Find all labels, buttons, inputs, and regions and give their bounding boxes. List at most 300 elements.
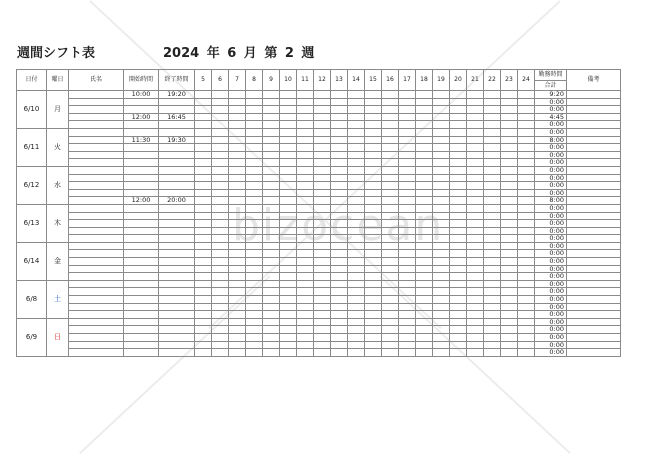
hour-cell (280, 303, 297, 311)
name-cell (69, 220, 124, 228)
hour-cell (280, 144, 297, 152)
end-time-cell (159, 144, 195, 152)
note-cell (567, 144, 621, 152)
date-cell: 6/14 (17, 242, 47, 280)
hour-cell (450, 204, 467, 212)
weekday-cell: 月 (47, 91, 69, 129)
weekday-cell: 土 (47, 280, 69, 318)
hour-cell (348, 265, 365, 273)
hour-cell (484, 144, 501, 152)
page-title: 週間シフト表 (17, 46, 96, 61)
end-time-cell (159, 349, 195, 357)
hour-cell (518, 227, 535, 235)
hour-cell (416, 280, 433, 288)
hour-cell (382, 258, 399, 266)
total-cell: 0:00 (535, 334, 567, 342)
hour-cell (212, 212, 229, 220)
hour-cell (518, 349, 535, 357)
hour-cell (365, 197, 382, 205)
table-row (17, 113, 621, 121)
note-cell (567, 98, 621, 106)
hour-cell (280, 197, 297, 205)
hour-cell (331, 311, 348, 319)
hour-cell (229, 303, 246, 311)
start-time-cell: 12:00 (124, 197, 159, 205)
hour-cell (331, 288, 348, 296)
hour-cell (314, 220, 331, 228)
hour-cell (263, 235, 280, 243)
hour-cell (263, 273, 280, 281)
hour-cell (518, 144, 535, 152)
note-cell (567, 113, 621, 121)
hour-cell (229, 349, 246, 357)
hour-cell (518, 113, 535, 121)
hour-cell (314, 121, 331, 129)
hour-cell (382, 182, 399, 190)
hour-cell (331, 128, 348, 136)
end-time-cell (159, 311, 195, 319)
note-cell (567, 121, 621, 129)
hour-cell (229, 128, 246, 136)
hour-header: 20 (450, 70, 467, 91)
hour-cell (263, 334, 280, 342)
total-cell: 0:00 (535, 182, 567, 190)
hour-cell (399, 128, 416, 136)
name-cell (69, 227, 124, 235)
hour-cell (246, 166, 263, 174)
end-time-cell (159, 258, 195, 266)
name-cell (69, 113, 124, 121)
hour-cell (382, 265, 399, 273)
hour-cell (280, 242, 297, 250)
total-cell: 0:00 (535, 151, 567, 159)
name-cell (69, 151, 124, 159)
hour-cell (518, 106, 535, 114)
hour-cell (263, 189, 280, 197)
hour-cell (365, 182, 382, 190)
hour-cell (246, 197, 263, 205)
hour-cell (331, 98, 348, 106)
hour-cell (246, 334, 263, 342)
hour-cell (382, 144, 399, 152)
hour-cell (416, 189, 433, 197)
hour-cell (399, 151, 416, 159)
hour-cell (195, 189, 212, 197)
start-time-cell (124, 326, 159, 334)
hour-cell (263, 204, 280, 212)
hour-cell (365, 121, 382, 129)
hour-cell (484, 250, 501, 258)
hour-cell (399, 189, 416, 197)
end-time-cell (159, 265, 195, 273)
hour-cell (416, 220, 433, 228)
hour-cell (501, 174, 518, 182)
hour-cell (501, 121, 518, 129)
hour-header: 17 (399, 70, 416, 91)
hour-cell (331, 296, 348, 304)
end-time-cell (159, 242, 195, 250)
table-row (17, 273, 621, 281)
hour-cell (195, 258, 212, 266)
date-cell: 6/9 (17, 318, 47, 356)
hour-cell (365, 265, 382, 273)
hour-cell (280, 166, 297, 174)
date-cell: 6/13 (17, 204, 47, 242)
note-header: 備考 (567, 70, 621, 91)
table-row (17, 303, 621, 311)
name-cell (69, 189, 124, 197)
hour-header: 13 (331, 70, 348, 91)
date-header: 日付 (17, 70, 47, 91)
hour-cell (280, 113, 297, 121)
hour-cell (450, 106, 467, 114)
table-row (17, 318, 621, 326)
note-cell (567, 227, 621, 235)
hour-cell (382, 296, 399, 304)
hour-cell (314, 326, 331, 334)
hour-cell (229, 98, 246, 106)
hour-header: 21 (467, 70, 484, 91)
hour-cell (229, 288, 246, 296)
total-cell: 0:00 (535, 318, 567, 326)
hour-cell (433, 151, 450, 159)
hour-cell (229, 151, 246, 159)
hour-cell (382, 250, 399, 258)
hour-cell (212, 273, 229, 281)
end-time-cell (159, 121, 195, 129)
hour-cell (297, 280, 314, 288)
hour-cell (246, 144, 263, 152)
hour-cell (365, 341, 382, 349)
hour-cell (467, 273, 484, 281)
hour-cell (331, 265, 348, 273)
hour-cell (297, 151, 314, 159)
hour-cell (314, 159, 331, 167)
hour-cell (433, 326, 450, 334)
header-row (17, 70, 621, 81)
total-cell: 0:00 (535, 227, 567, 235)
hour-cell (518, 189, 535, 197)
hour-cell (501, 318, 518, 326)
note-cell (567, 318, 621, 326)
total-cell: 0:00 (535, 189, 567, 197)
hour-cell (263, 265, 280, 273)
hour-cell (399, 341, 416, 349)
hour-cell (501, 136, 518, 144)
hour-cell (331, 250, 348, 258)
hour-cell (297, 318, 314, 326)
hour-cell (331, 151, 348, 159)
hour-cell (297, 349, 314, 357)
start-time-cell (124, 250, 159, 258)
week-subtitle: 2024 年 6 月 第 2 週 (163, 46, 315, 61)
hour-cell (297, 227, 314, 235)
hour-cell (501, 151, 518, 159)
hour-cell (195, 280, 212, 288)
hour-cell (433, 227, 450, 235)
hour-cell (331, 326, 348, 334)
hour-cell (280, 341, 297, 349)
hour-cell (450, 296, 467, 304)
hour-cell (365, 159, 382, 167)
hour-cell (348, 341, 365, 349)
hour-cell (399, 174, 416, 182)
hour-cell (195, 144, 212, 152)
start-time-cell (124, 151, 159, 159)
hour-cell (297, 144, 314, 152)
hour-cell (450, 227, 467, 235)
hour-cell (195, 326, 212, 334)
hour-cell (365, 98, 382, 106)
hour-cell (263, 227, 280, 235)
hour-cell (280, 159, 297, 167)
hour-cell (365, 235, 382, 243)
hour-cell (348, 204, 365, 212)
hour-cell (450, 242, 467, 250)
name-cell (69, 273, 124, 281)
start-time-cell (124, 288, 159, 296)
hour-cell (246, 250, 263, 258)
hour-cell (297, 128, 314, 136)
hour-cell (484, 212, 501, 220)
name-cell (69, 303, 124, 311)
hour-cell (348, 144, 365, 152)
table-row (17, 235, 621, 243)
hour-cell (348, 197, 365, 205)
hour-cell (399, 144, 416, 152)
hour-cell (484, 235, 501, 243)
hour-cell (246, 326, 263, 334)
hour-cell (246, 159, 263, 167)
hour-cell (399, 91, 416, 99)
hour-header: 14 (348, 70, 365, 91)
hour-cell (246, 235, 263, 243)
hour-cell (450, 174, 467, 182)
hour-cell (348, 273, 365, 281)
table-row (17, 144, 621, 152)
start-time-cell (124, 265, 159, 273)
hour-cell (297, 106, 314, 114)
total-cell: 0:00 (535, 242, 567, 250)
hour-cell (365, 106, 382, 114)
end-time-cell (159, 106, 195, 114)
hour-cell (518, 159, 535, 167)
hour-cell (484, 311, 501, 319)
hour-cell (297, 303, 314, 311)
hour-cell (331, 189, 348, 197)
name-cell (69, 98, 124, 106)
table-row (17, 182, 621, 190)
total-sum-header: 合計 (535, 80, 567, 91)
note-cell (567, 273, 621, 281)
note-cell (567, 182, 621, 190)
total-cell: 0:00 (535, 288, 567, 296)
hour-cell (280, 258, 297, 266)
hour-cell (297, 159, 314, 167)
hour-cell (416, 151, 433, 159)
hour-cell (348, 235, 365, 243)
hour-cell (195, 159, 212, 167)
hour-cell (416, 349, 433, 357)
hour-cell (195, 303, 212, 311)
hour-cell (280, 212, 297, 220)
hour-cell (433, 204, 450, 212)
hour-cell (246, 220, 263, 228)
hour-cell (229, 197, 246, 205)
hour-cell (433, 174, 450, 182)
note-cell (567, 197, 621, 205)
end-time-cell (159, 250, 195, 258)
hour-cell (501, 128, 518, 136)
hour-cell (416, 273, 433, 281)
hour-cell (212, 204, 229, 212)
hour-cell (348, 121, 365, 129)
hour-cell (297, 91, 314, 99)
hour-cell (314, 136, 331, 144)
hour-cell (229, 189, 246, 197)
hour-cell (484, 349, 501, 357)
hour-cell (331, 136, 348, 144)
hour-cell (195, 227, 212, 235)
hour-cell (212, 128, 229, 136)
start-time-cell (124, 349, 159, 357)
hour-cell (246, 227, 263, 235)
end-time-cell (159, 128, 195, 136)
hour-cell (467, 204, 484, 212)
hour-cell (467, 242, 484, 250)
hour-cell (518, 91, 535, 99)
end-time-cell: 19:20 (159, 91, 195, 99)
hour-cell (229, 91, 246, 99)
hour-cell (501, 189, 518, 197)
hour-cell (195, 212, 212, 220)
hour-cell (467, 303, 484, 311)
table-row (17, 311, 621, 319)
hour-cell (280, 349, 297, 357)
hour-cell (348, 349, 365, 357)
hour-cell (212, 166, 229, 174)
name-cell (69, 174, 124, 182)
hour-cell (229, 136, 246, 144)
hour-cell (229, 166, 246, 174)
hour-cell (450, 136, 467, 144)
hour-cell (212, 159, 229, 167)
name-cell (69, 197, 124, 205)
hour-cell (501, 288, 518, 296)
date-cell: 6/11 (17, 128, 47, 166)
hour-cell (484, 326, 501, 334)
name-header: 氏名 (69, 70, 124, 91)
hour-cell (331, 166, 348, 174)
hour-cell (467, 265, 484, 273)
name-cell (69, 144, 124, 152)
hour-cell (433, 144, 450, 152)
start-time-cell (124, 98, 159, 106)
hour-cell (314, 341, 331, 349)
hour-cell (518, 303, 535, 311)
hour-cell (297, 212, 314, 220)
hour-cell (518, 311, 535, 319)
table-row (17, 288, 621, 296)
hour-cell (484, 136, 501, 144)
hour-cell (399, 182, 416, 190)
hour-cell (399, 136, 416, 144)
start-time-cell: 12:00 (124, 113, 159, 121)
hour-cell (467, 326, 484, 334)
hour-cell (195, 197, 212, 205)
weekday-cell: 日 (47, 318, 69, 356)
name-cell (69, 182, 124, 190)
name-cell (69, 318, 124, 326)
start-time-cell (124, 128, 159, 136)
total-cell: 0:00 (535, 204, 567, 212)
hour-cell (246, 296, 263, 304)
hour-cell (382, 106, 399, 114)
hour-cell (348, 220, 365, 228)
hour-cell (229, 296, 246, 304)
hour-cell (212, 182, 229, 190)
hour-cell (229, 159, 246, 167)
hour-cell (416, 174, 433, 182)
note-cell (567, 220, 621, 228)
end-time-cell (159, 174, 195, 182)
hour-cell (297, 311, 314, 319)
table-row (17, 159, 621, 167)
hour-header: 12 (314, 70, 331, 91)
name-cell (69, 121, 124, 129)
hour-cell (314, 197, 331, 205)
hour-cell (450, 91, 467, 99)
hour-cell (297, 98, 314, 106)
hour-cell (382, 204, 399, 212)
hour-cell (229, 144, 246, 152)
hour-cell (518, 121, 535, 129)
hour-cell (382, 174, 399, 182)
end-time-cell: 16:45 (159, 113, 195, 121)
hour-cell (195, 349, 212, 357)
hour-cell (280, 204, 297, 212)
hour-cell (297, 334, 314, 342)
hour-cell (331, 235, 348, 243)
end-time-cell: 20:00 (159, 197, 195, 205)
hour-header: 8 (246, 70, 263, 91)
end-time-cell (159, 189, 195, 197)
start-time-cell (124, 212, 159, 220)
hour-cell (263, 318, 280, 326)
hour-cell (433, 121, 450, 129)
hour-cell (433, 296, 450, 304)
hour-cell (297, 288, 314, 296)
hour-cell (450, 235, 467, 243)
hour-cell (263, 311, 280, 319)
hour-cell (518, 341, 535, 349)
hour-cell (501, 204, 518, 212)
hour-cell (518, 235, 535, 243)
hour-cell (263, 258, 280, 266)
name-cell (69, 91, 124, 99)
hour-cell (382, 159, 399, 167)
hour-cell (348, 212, 365, 220)
hour-cell (433, 303, 450, 311)
hour-cell (280, 151, 297, 159)
hour-cell (348, 311, 365, 319)
hour-cell (450, 121, 467, 129)
hour-cell (416, 303, 433, 311)
total-cell: 0:00 (535, 166, 567, 174)
total-cell: 0:00 (535, 159, 567, 167)
hour-cell (263, 212, 280, 220)
start-time-cell (124, 303, 159, 311)
